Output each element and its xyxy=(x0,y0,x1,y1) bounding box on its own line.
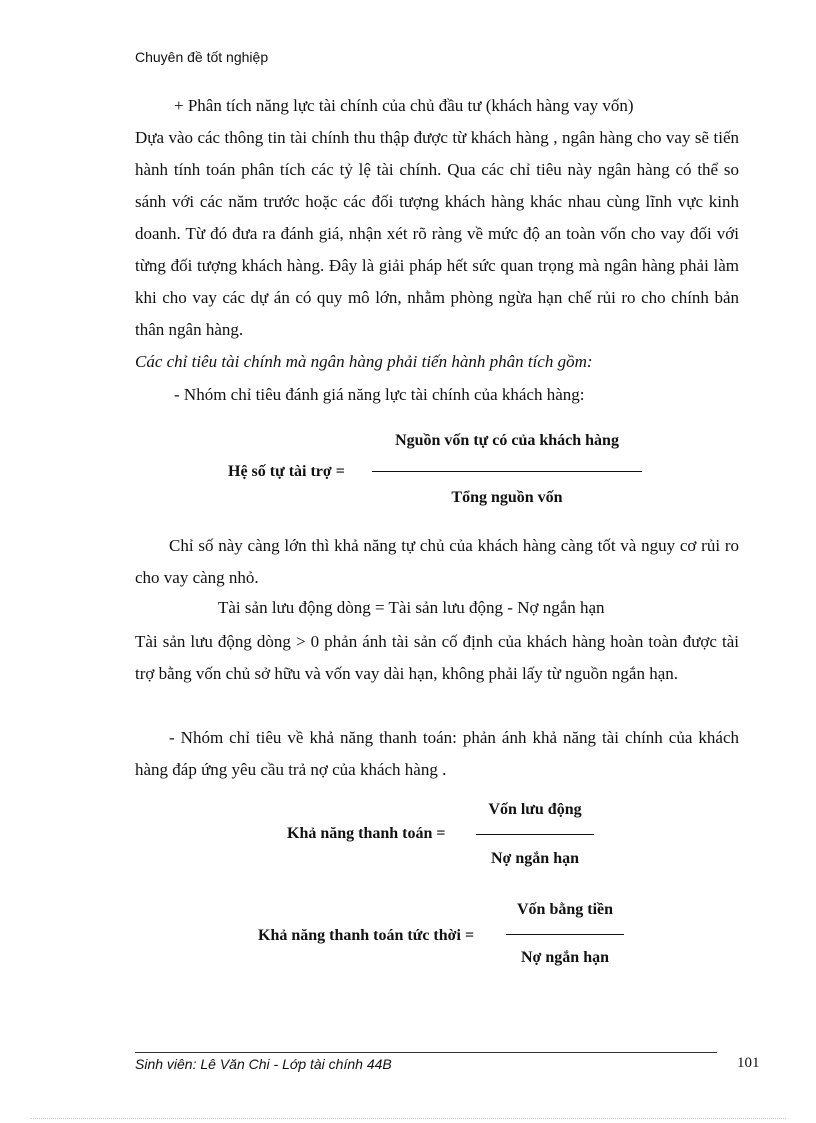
paragraph-index-note: Chỉ số này càng lớn thì khả năng tự chủ của khách hàng càng tốt và nguy cơ rủi ro cho vay càng nhỏ. xyxy=(135,536,739,587)
footer-divider xyxy=(135,1052,717,1053)
paragraph-liquidity-group: - Nhóm chỉ tiêu về khả năng thanh toán: phản ánh khả năng tài chính của khách hàng đáp ứng yêu cầu trả nợ của khách hàng . xyxy=(135,728,739,779)
formula-lhs: Khả năng thanh toán = xyxy=(287,825,446,842)
fraction-bar xyxy=(476,834,594,835)
group1-title: - Nhóm chỉ tiêu đánh giá năng lực tài chính của khách hàng: xyxy=(174,385,585,404)
page-edge xyxy=(30,1118,786,1119)
formula-numerator: Vốn bằng tiền xyxy=(516,901,614,918)
formula-denominator: Tổng nguồn vốn xyxy=(451,489,563,506)
section-heading: + Phân tích năng lực tài chính của chủ đầu tư (khách hàng vay vốn) xyxy=(174,96,634,115)
formula-numerator: Vốn lưu động xyxy=(488,801,582,818)
formula-numerator: Nguồn vốn tự có của khách hàng xyxy=(395,432,619,449)
fraction-bar xyxy=(372,471,642,472)
italic-intro-line: Các chỉ tiêu tài chính mà ngân hàng phải tiến hành phân tích gồm: xyxy=(135,352,593,371)
formula-lhs: Hệ số tự tài trợ = xyxy=(228,463,345,480)
paragraph-intro: Dựa vào các thông tin tài chính thu thập được từ khách hàng , ngân hàng cho vay sẽ tiến hành tính toán phân tích các tỷ lệ tài chính. Qua các chỉ tiêu này ngân hàng có thể so sánh với các năm trước hoặc các đối tượng khách hàng khác nhau cùng lĩnh vực kinh doanh. Từ đó đưa ra đánh giá, nhận xét rõ ràng về mức độ an toàn vốn cho vay đối với từng đối tượng khách hàng. Đây là giải pháp hết sức quan trọng mà ngân hàng phải làm khi cho vay các dự án có quy mô lớn, nhằm phòng ngừa hạn chế rủi ro cho chính bản thân ngân hàng. xyxy=(135,128,739,339)
paragraph-net-current-assets: Tài sản lưu động dòng > 0 phản ánh tài sản cố định của khách hàng hoàn toàn được tài trợ bằng vốn chủ sở hữu và vốn vay dài hạn, không phải lấy từ nguồn ngắn hạn. xyxy=(135,632,739,683)
formula-denominator: Nợ ngắn hạn xyxy=(520,949,609,966)
fraction-bar xyxy=(506,934,624,935)
formula-denominator: Nợ ngắn hạn xyxy=(490,850,579,867)
page-number: 101 xyxy=(737,1055,760,1071)
equation-net-current-assets: Tài sản lưu động dòng = Tài sản lưu động - Nợ ngắn hạn xyxy=(218,598,605,617)
page-header: Chuyên đề tốt nghiệp xyxy=(135,49,269,65)
footer-student: Sinh viên: Lê Văn Chi - Lớp tài chính 44B xyxy=(135,1056,392,1072)
formula-lhs: Khả năng thanh toán tức thời = xyxy=(258,927,475,944)
